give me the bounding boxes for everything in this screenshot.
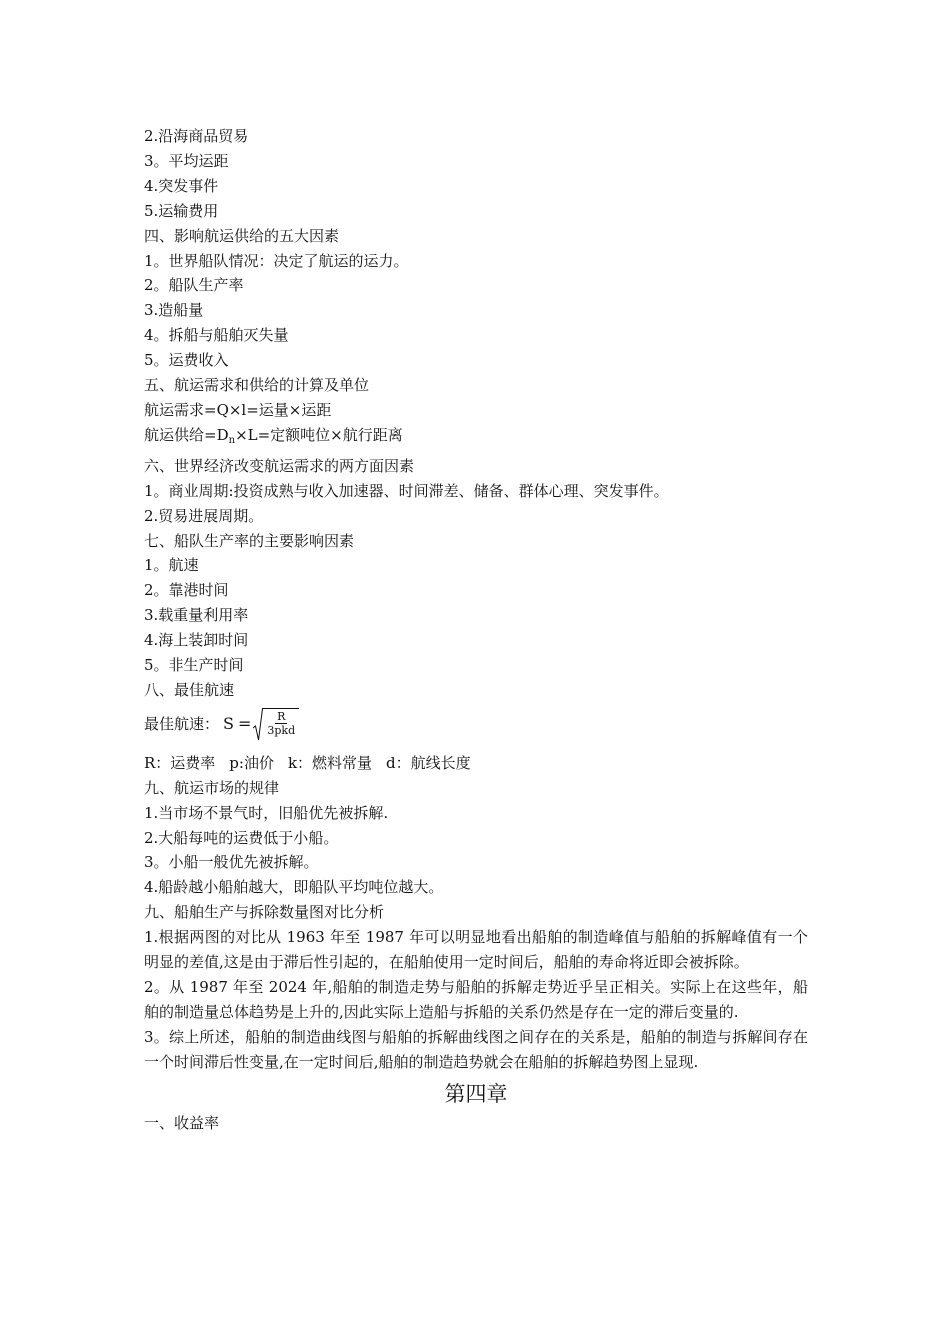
section-heading: 五、航运需求和供给的计算及单位 bbox=[144, 376, 370, 395]
document-body bbox=[144, 124, 808, 1136]
text-line: 3.造船量 bbox=[144, 301, 204, 320]
text-line: 2.大船每吨的运费低于小船。 bbox=[144, 828, 339, 847]
legend-item: d：航线长度 bbox=[386, 753, 471, 772]
legend-item: p:油价 bbox=[229, 753, 274, 772]
legend-item: R：运费率 bbox=[144, 753, 216, 772]
text-line: 5.运输费用 bbox=[144, 201, 219, 220]
chapter-title: 第四章 bbox=[444, 1081, 508, 1106]
fraction-numerator: R bbox=[277, 709, 286, 723]
fraction-denominator: 3pkd bbox=[267, 723, 296, 737]
optimal-speed-formula bbox=[223, 708, 299, 742]
section-heading: 一、收益率 bbox=[144, 1113, 220, 1132]
supply-formula-suffix: ×L=定额吨位×航行距离 bbox=[235, 425, 403, 444]
square-root bbox=[253, 708, 299, 742]
section-heading: 七、船队生产率的主要影响因素 bbox=[144, 531, 355, 550]
text-line: 2.贸易进展周期。 bbox=[144, 506, 264, 525]
section-heading: 六、世界经济改变航运需求的两方面因素 bbox=[144, 456, 415, 475]
radicand-fraction bbox=[263, 708, 299, 742]
text-line: 3。平均运距 bbox=[144, 151, 229, 170]
text-line: 1。航速 bbox=[144, 556, 199, 575]
text-line: 4.船龄越小船舶越大，即船队平均吨位越大。 bbox=[144, 878, 444, 897]
radical-sign-icon bbox=[253, 708, 263, 742]
optimal-speed-formula-line bbox=[144, 705, 808, 745]
formula-variable: S bbox=[223, 714, 234, 734]
text-line: 3.载重量利用率 bbox=[144, 606, 249, 625]
variable-legend bbox=[144, 751, 808, 776]
section-heading: 九、航运市场的规律 bbox=[144, 778, 280, 797]
text-line: 4。拆船与船舶灭失量 bbox=[144, 326, 289, 345]
text-line: 5。运费收入 bbox=[144, 351, 229, 370]
analysis-paragraph: 2。从 1987 年至 2024 年,船舶的制造走势与船舶的拆解走势近乎呈正相关。实际上在这些年，船舶的制造量总体趋势是上升的,因此实际上造船与拆船的关系仍然是存在一定的滞后变量的. bbox=[144, 978, 808, 1021]
section-heading: 九、船舶生产与拆除数量图对比分析 bbox=[144, 903, 385, 922]
supply-formula-line bbox=[144, 423, 808, 454]
legend-item: k：燃料常量 bbox=[287, 753, 373, 772]
text-line: 3。小船一般优先被拆解。 bbox=[144, 853, 319, 872]
text-line: 1。商业周期:投资成熟与收入加速器、时间滞差、储备、群体心理、突发事件。 bbox=[144, 481, 669, 500]
section-heading: 八、最佳航速 bbox=[144, 680, 235, 699]
text-line: 5。非生产时间 bbox=[144, 656, 244, 675]
formula-equals: = bbox=[237, 714, 252, 734]
section-heading: 四、影响航运供给的五大因素 bbox=[144, 226, 340, 245]
text-line: 1.当市场不景气时，旧船优先被拆解. bbox=[144, 803, 389, 822]
demand-formula-line: 航运需求=Q×l=运量×运距 bbox=[144, 400, 332, 419]
text-line: 4.海上装卸时间 bbox=[144, 631, 249, 650]
text-line: 4.突发事件 bbox=[144, 176, 219, 195]
text-line: 2。靠港时间 bbox=[144, 581, 229, 600]
analysis-paragraph: 3。综上所述，船舶的制造曲线图与船舶的拆解曲线图之间存在的关系是，船舶的制造与拆解间存在一个时间滞后性变量,在一定时间后,船舶的制造趋势就会在船舶的拆解趋势图上显现. bbox=[144, 1027, 808, 1071]
text-line: 2.沿海商品贸易 bbox=[144, 127, 249, 145]
formula-label: 最佳航速： bbox=[144, 715, 220, 734]
text-line: 1。世界船队情况：决定了航运的运力。 bbox=[144, 251, 409, 270]
analysis-paragraph: 1.根据两图的对比从 1963 年至 1987 年可以明显地看出船舶的制造峰值与船舶的拆解峰值有一个明显的差值,这是由于滞后性引起的，在船舶使用一定时间后，船舶的寿命将近即会被拆除。 bbox=[144, 928, 808, 972]
text-line: 2。船队生产率 bbox=[144, 276, 244, 295]
supply-formula-prefix: 航运供给=D bbox=[144, 425, 229, 444]
supply-formula-subscript: n bbox=[228, 434, 236, 446]
